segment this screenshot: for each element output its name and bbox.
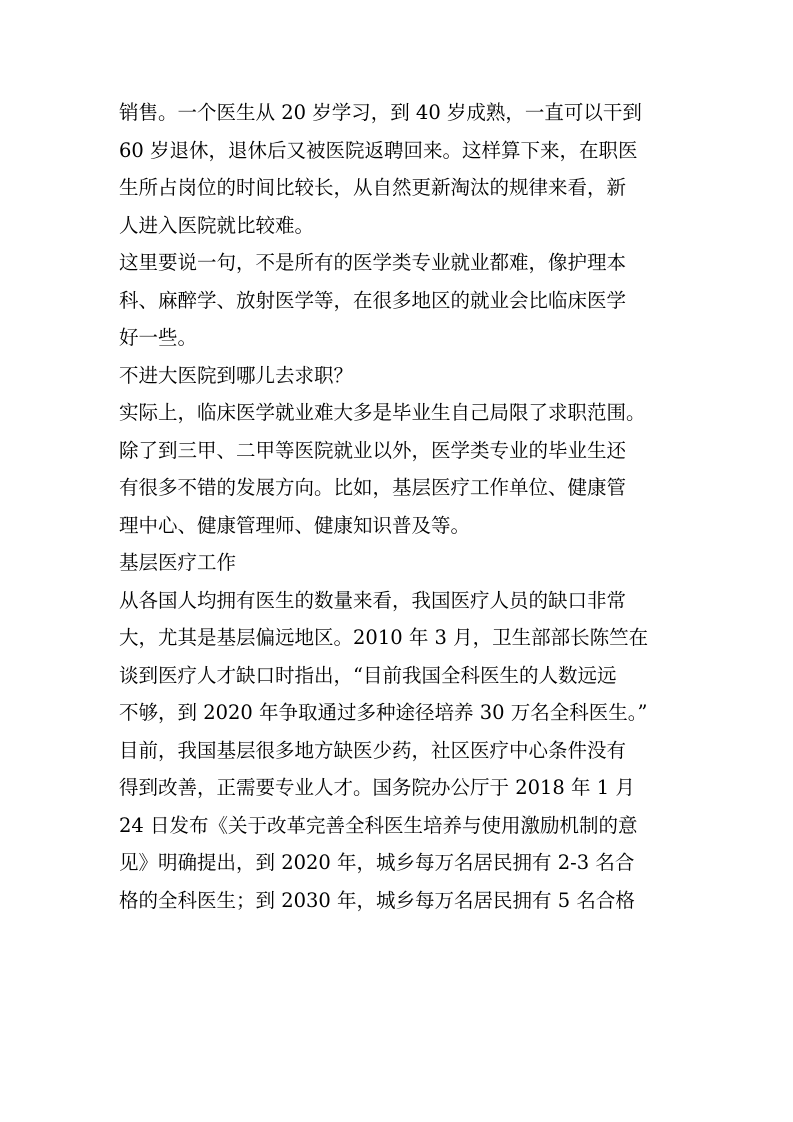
text-line: 科、麻醉学、放射医学等，在很多地区的就业会比临床医学 <box>119 288 627 312</box>
text-line: 这里要说一句，不是所有的医学类专业就业都难，像护理本 <box>119 251 627 274</box>
text-line: 格的全科医生；到 2030 年，城乡每万名居民拥有 5 名合格 <box>119 888 635 912</box>
text-line: 24 日发布《关于改革完善全科医生培养与使用激励机制的意 <box>119 813 638 837</box>
section-heading: 不进大医院到哪儿去求职？ <box>119 363 354 387</box>
text-line: 大，尤其是基层偏远地区。2010 年 3 月，卫生部部长陈竺在 <box>119 626 649 649</box>
text-line: 得到改善，正需要专业人才。国务院办公厅于 2018 年 1 月 <box>119 776 635 799</box>
text-line: 实际上，临床医学就业难大多是毕业生自己局限了求职范围。 <box>119 401 646 424</box>
text-line: 人进入医院就比较难。 <box>119 213 315 237</box>
text-line: 生所占岗位的时间比较长，从自然更新淘汰的规律来看，新 <box>119 176 627 199</box>
text-line: 理中心、健康管理师、健康知识普及等。 <box>119 513 471 537</box>
section-heading: 基层医疗工作 <box>119 551 237 574</box>
text-line: 60 岁退休，退休后又被医院返聘回来。这样算下来，在职医 <box>119 138 638 162</box>
text-line: 销售。一个医生从 20 岁学习，到 40 岁成熟，一直可以干到 <box>119 101 642 124</box>
text-line: 目前，我国基层很多地方缺医少药，社区医疗中心条件没有 <box>119 738 627 762</box>
text-line: 除了到三甲、二甲等医院就业以外，医学类专业的毕业生还 <box>119 438 627 462</box>
text-line: 不够，到 2020 年争取通过多种途径培养 30 万名全科医生。” <box>119 701 648 724</box>
text-line: 见》明确提出，到 2020 年，城乡每万名居民拥有 2-3 名合 <box>119 851 635 874</box>
text-line: 谈到医疗人才缺口时指出，“目前我国全科医生的人数远远 <box>119 663 617 687</box>
text-line: 有很多不错的发展方向。比如，基层医疗工作单位、健康管 <box>119 476 627 499</box>
text-line: 从各国人均拥有医生的数量来看，我国医疗人员的缺口非常 <box>119 588 627 612</box>
document-body <box>119 94 689 919</box>
text-line: 好一些。 <box>119 326 198 349</box>
